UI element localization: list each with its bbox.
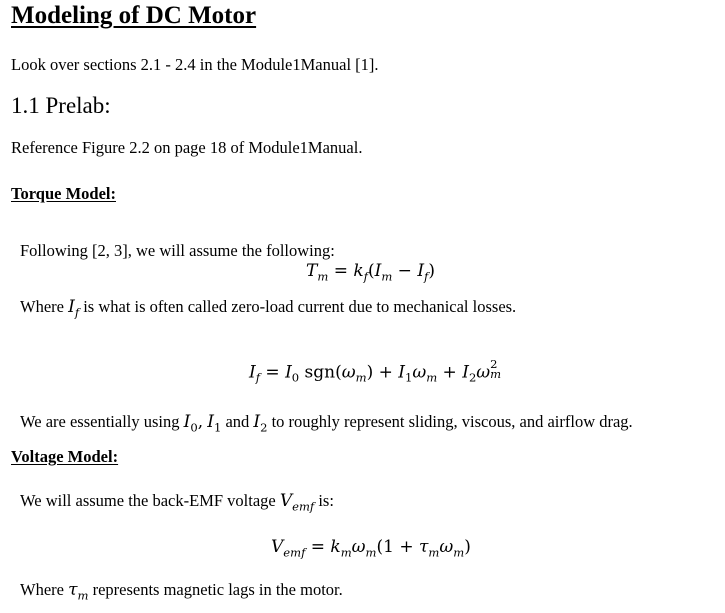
- drag-suffix: to roughly represent sliding, viscous, and airflow drag.: [271, 412, 633, 431]
- assume-suffix: is:: [318, 491, 334, 510]
- where-suffix: is what is often called zero-load current due to mechanical losses.: [83, 297, 517, 316]
- friction-current-equation: $I_f = I_0$ $sgn(\omega_m) + I_1\omega_m + I_2\omega$ 2 m: [249, 357, 502, 385]
- voltage-model-heading: Voltage Model:: [11, 447, 119, 466]
- reference-text: Reference Figure 2.2 on page 18 of Module1Manual.: [11, 138, 363, 157]
- i0-symbol: $I_0$,: [183, 412, 204, 435]
- i1-symbol: $I_1$: [207, 412, 222, 435]
- back-emf-line: [20, 491, 334, 514]
- drag-and: and: [225, 412, 250, 431]
- drag-prefix: We are essentially using: [20, 412, 180, 431]
- where-prefix: Where: [20, 297, 64, 316]
- where-if-line: [20, 297, 517, 320]
- drag-line: [20, 412, 633, 435]
- lags-suffix: represents magnetic lags in the motor.: [92, 580, 343, 599]
- intro-text: Look over sections 2.1 - 2.4 in the Module1Manual [1].: [11, 55, 379, 74]
- assume-prefix: We will assume the back-EMF voltage: [20, 491, 276, 510]
- torque-model-heading: Torque Model:: [11, 184, 116, 203]
- torque-following-text: Following [2, 3], we will assume the following:: [20, 241, 335, 260]
- lags-prefix: Where: [20, 580, 64, 599]
- i2-symbol: $I_2$: [253, 412, 268, 435]
- torque-equation: $T_m = k_f(I_m - I_f)$: [306, 261, 435, 284]
- tau-m-symbol: $\tau_m$: [68, 580, 89, 603]
- if-symbol: $I_f$: [68, 297, 80, 320]
- page-title: Modeling of DC Motor: [11, 2, 257, 29]
- vemf-symbol: $V_{emf}$: [279, 491, 315, 514]
- back-emf-equation: $V_{emf} = k_m\omega_m(1 + \tau_m\omega_m)$: [271, 537, 471, 560]
- magnetic-lags-line: [20, 580, 343, 603]
- prelab-heading: 1.1 Prelab:: [11, 93, 111, 118]
